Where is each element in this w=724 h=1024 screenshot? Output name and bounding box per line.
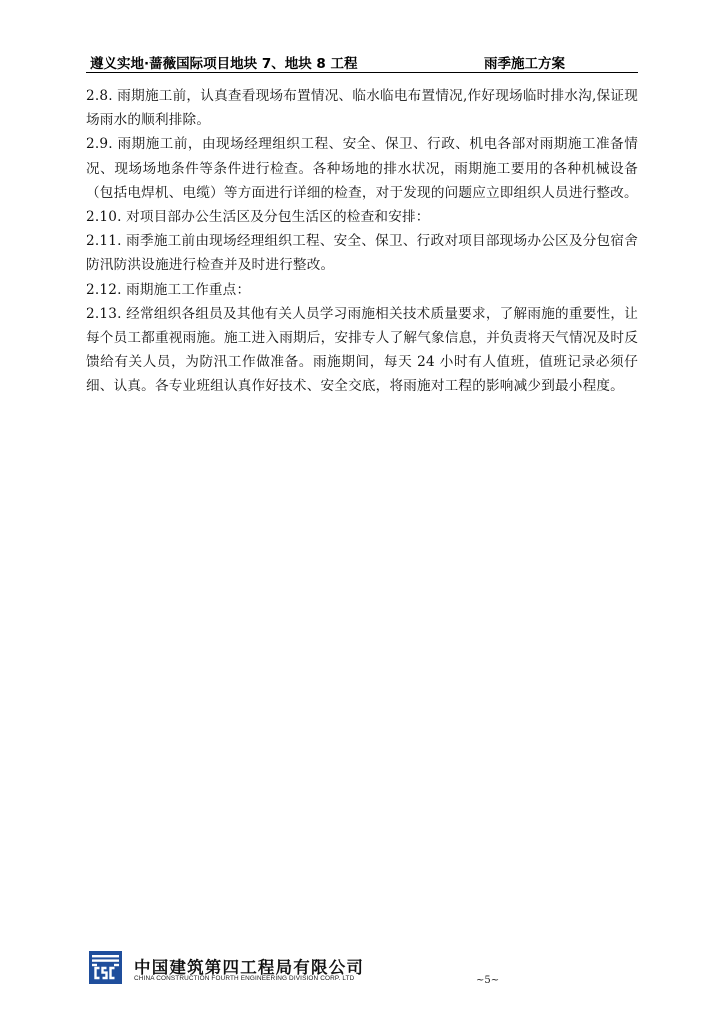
- document-title: 雨季施工方案: [484, 56, 565, 72]
- project-title: 遵义实地·蔷薇国际项目地块 7、地块 8 工程: [90, 56, 358, 72]
- paragraph-2-8: 2.8. 雨期施工前，认真查看现场布置情况、临水临电布置情况,作好现场临时排水沟,保证现场雨水的顺利排除。: [86, 88, 638, 129]
- company-name-cn: 中国建筑第四工程局有限公司: [134, 958, 365, 977]
- paragraph-2-10: 2.10. 对项目部办公生活区及分包生活区的检查和安排：: [86, 209, 430, 226]
- paragraph-2-13: 2.13. 经常组织各组员及其他有关人员学习雨施相关技术质量要求，了解雨施的重要性，让每个员工都重视雨施。施工进入雨期后，安排专人了解气象信息，并负责将天气情况及时反馈给有关人员，为防汛工作做准备。雨施期间，每天 24 小时有人值班，值班记录必须仔细、认真。各专业班组认真作好技术、安全交底，将雨施对工程的影响减少到最小程度。: [86, 305, 638, 395]
- paragraph-2-11: 2.11. 雨季施工前由现场经理组织工程、安全、保卫、行政对项目部现场办公区及分包宿舍防汛防洪设施进行检查并及时进行整改。: [86, 233, 638, 274]
- header-divider: [86, 72, 638, 73]
- paragraph-2-12: 2.12. 雨期施工工作重点：: [86, 281, 251, 298]
- page-number: ~5~: [476, 975, 500, 986]
- company-name-en: CHINA CONSTRUCTION FOURTH ENGINEERING DIVISION CORP. LTD: [134, 975, 355, 982]
- paragraph-2-9: 2.9. 雨期施工前，由现场经理组织工程、安全、保卫、行政、机电各部对雨期施工准备情况、现场场地条件等条件进行检查。各种场地的排水状况，雨期施工要用的各种机械设备（包括电焊机、电缆）等方面进行详细的检查，对于发现的问题应立即组织人员进行整改。: [86, 136, 638, 201]
- cscec-logo-icon: [89, 951, 122, 984]
- document-body: [86, 84, 638, 399]
- page-header: [86, 52, 638, 72]
